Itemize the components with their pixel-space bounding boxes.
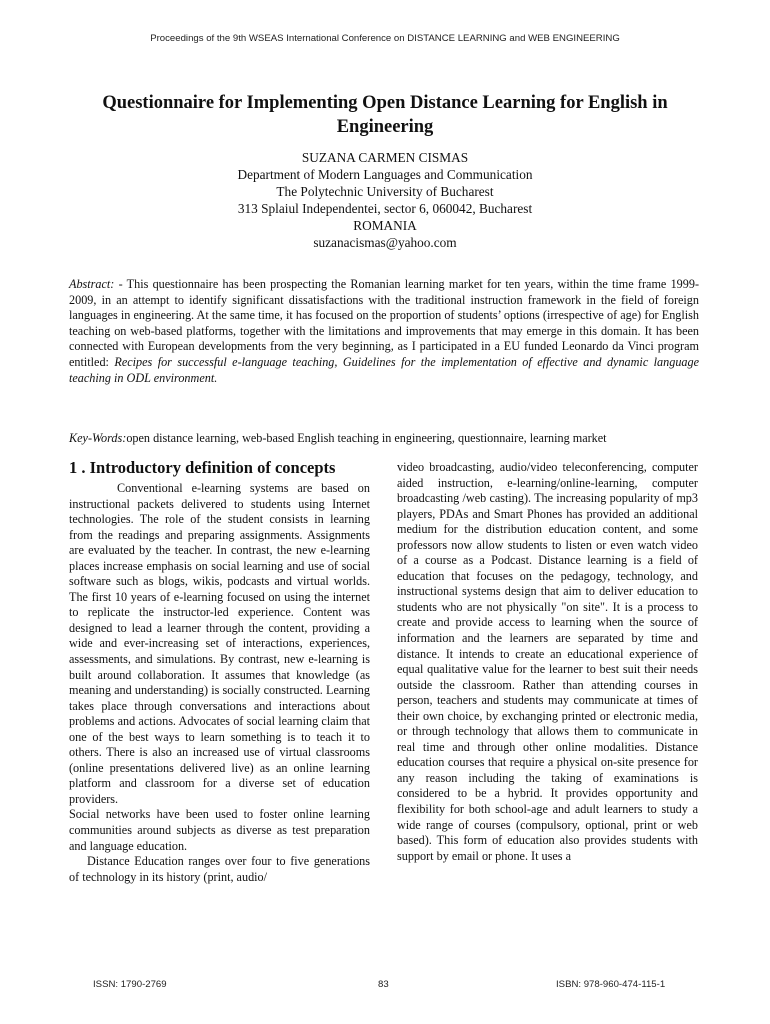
paragraph-distance-education: Distance Education ranges over four to five generations of technology in its history (print, audio/ [69, 854, 370, 884]
keywords [69, 431, 709, 446]
paragraph-social-networks: Social networks have been used to foster online learning communities around subjects as diverse as test preparation and language education. [69, 807, 370, 853]
section-heading: 1 . Introductory definition of concepts [69, 458, 336, 477]
abstract [69, 277, 699, 386]
author-name: SUZANA CARMEN CISMAS [301, 150, 469, 165]
abstract-label: Abstract: [69, 277, 115, 291]
author-email: suzanacismas@yahoo.com [313, 235, 457, 250]
paragraph-elearning: Conventional e-learning systems are based on instructional packets delivered to students using Internet technologies. The role of the student consists in learning from the readings and preparing assignments. Assignments are evaluated by the teacher. In contrast, the new e-learning places increase emphasis on social learning and use of social software such as blogs, wikis, podcasts and virtual worlds. The first 10 years of e-learning focused on using the internet to replicate the instructor-led experience. Content was designed to lead a learner through the content, providing a wide and ever-increasing set of interactions, experiences, assessments, and simulations. By contrast, new e-learning is built around collaboration. It assumes that knowledge (as meaning and understanding) is socially constructed. Learning takes place through conversations and interactions about problems and actions. Advocates of social learning claim that one of the best ways to learn something is to teach it to others. There is also an increased use of virtual classrooms (online presentations delivered live) as an online learning platform and classroom for a diverse set of education providers. [69, 481, 370, 806]
abstract-program-title: Recipes for successful e-language teaching, Guidelines for the implementation of effective and dynamic language teaching in ODL environment. [69, 354, 700, 385]
abstract-text: - This questionnaire has been prospecting the Romanian learning market for ten years, within the time frame 1999-2009, in an attempt to identify significant dissatisfactions with the traditional instruction framework in the field of foreign languages in engineering. At the same time, it has focused on the proportion of students’ options (irrespective of age) for English teaching on web-based platforms, together with the limitations and improvements that may emerge in this domain. It has been connected with European developments from the very beginning, as I participated in a EU funded Leonardo da Vinci program entitled: [69, 277, 699, 369]
department: Department of Modern Languages and Communication [237, 167, 533, 182]
page-number: 83 [378, 979, 389, 990]
paragraph-continuation: video broadcasting, audio/video teleconferencing, computer aided instruction, e-learning/online-learning, computer broadcasting /web casting). The increasing popularity of mp3 players, PDAs and Smart Phones has provided an additional medium for the distribution education content, and some professors now allow students to listen or even watch video of a course as a Podcast. Distance learning is a field of education that focuses on the pedagogy, technology, and instructional systems design that aim to deliver education to students who are not physically "on site". It is a process to create and provide access to learning when the source of information and the learners are separated by time and distance. It intends to create an educational experience of equal qualitative value for the learner to best suit their needs outside the classroom. Rather than attending courses in person, teachers and students may communicate at times of their own choice, by exchanging printed or electronic media, or through technology that allows them to communicate in real time and through other online modalities. Distance education courses that require a physical on-site presence for any reason including the taking of examinations is considered to be a hybrid. It provides opportunity and flexibility for both school-age and adult learners to study a wide range of courses (compulsory, optional, print or web based). This form of education also provides students with support by email or phone. It uses a [397, 460, 698, 863]
right-column [397, 460, 698, 864]
paper-title: Questionnaire for Implementing Open Distance Learning for English in Engineering [102, 93, 668, 137]
footer-issn: ISSN: 1790-2769 [93, 979, 167, 990]
address: 313 Splaiul Independentei, sector 6, 060042, Bucharest [237, 201, 533, 216]
author-block [100, 149, 670, 251]
keywords-label: Key-Words: [69, 431, 127, 445]
country: ROMANIA [353, 218, 417, 233]
running-head: Proceedings of the 9th WSEAS International Conference on DISTANCE LEARNING and WEB ENGINEERING [150, 33, 620, 44]
university: The Polytechnic University of Bucharest [276, 184, 494, 199]
left-column [69, 458, 370, 885]
footer-isbn: ISBN: 978-960-474-115-1 [556, 979, 666, 990]
keywords-text: open distance learning, web-based English teaching in engineering, questionnaire, learning market [126, 431, 607, 445]
